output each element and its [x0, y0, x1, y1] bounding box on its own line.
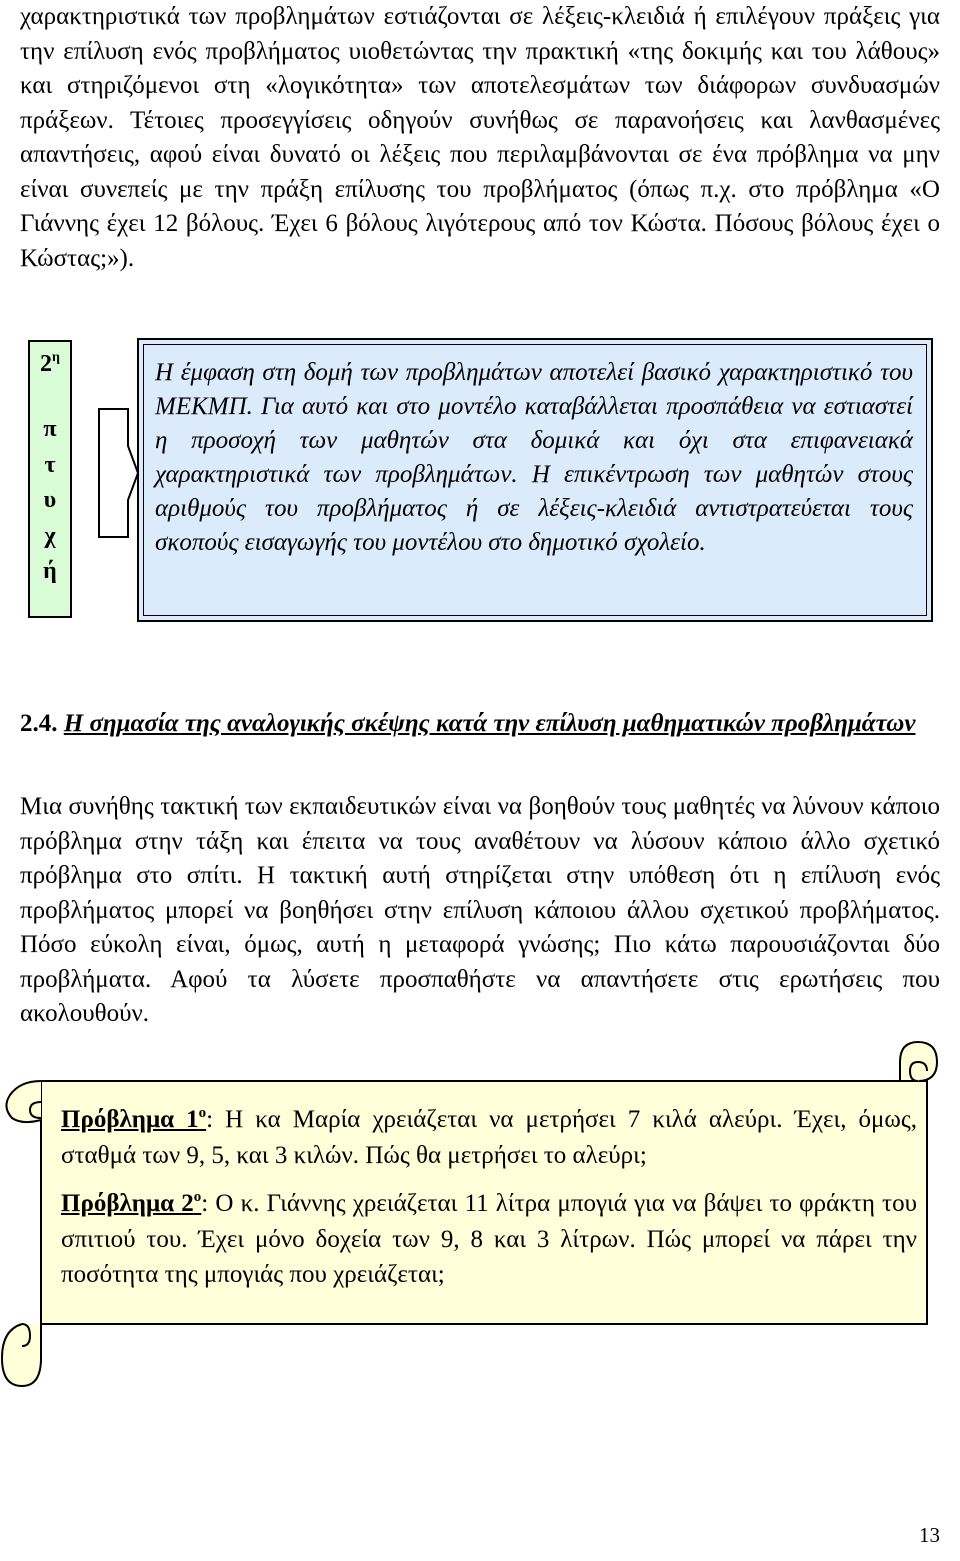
pointer-arrow-icon	[98, 408, 142, 538]
body-paragraph: Μια συνήθης τακτική των εκπαιδευτικών είναι να βοηθούν τους μαθητές να λύνουν κάποιο πρόβλημα στην τάξη και έπειτα να τους αναθέτουν να λύσουν κάποιο άλλο σχετικό πρόβλημα στο σπίτι. Η τακτική αυτή στηρίζεται στην υπόθεση ότι η επίλυση ενός προβλήματος μπορεί να βοηθήσει στην επίλυση κάποιου άλλου σχετικού προβλήματος. Πόσο εύκολη είναι, όμως, αυτή η μεταφορά γνώσης; Πιο κάτω παρουσιάζονται δύο προβλήματα. Αφού τα λύσετε προσπαθήστε να απαντήσετε στις ερωτήσεις που ακολουθούν.	[20, 793, 940, 1027]
aspect-marker	[28, 340, 72, 618]
aspect-letter: ή	[43, 558, 57, 584]
problem-2-label-superscript: ο	[193, 1189, 202, 1205]
problem-2-label-text: Πρόβλημα 2	[61, 1190, 194, 1217]
problem-2-label	[61, 1190, 201, 1217]
aspect-number	[30, 350, 70, 378]
problem-1	[61, 1096, 917, 1173]
section-title: Η σημασία της αναλογικής σκέψης κατά την επίλυση μαθηματικών προβλημάτων	[63, 710, 916, 737]
aspect-letter: χ	[44, 522, 56, 549]
aspect-letters	[30, 412, 70, 590]
problem-1-label-superscript: ο	[198, 1105, 207, 1121]
section-heading	[20, 706, 940, 742]
aspect-letter: τ	[44, 451, 56, 478]
section-number: 2.4.	[20, 710, 58, 737]
problem-1-label	[61, 1106, 206, 1133]
aspect-number-superscript: η	[52, 350, 60, 365]
problem-2-text: Ο κ. Γιάννης χρειάζεται 11 λίτρα μπογιά για να βάψει το φράκτη του σπιτιού του. Έχει μόνο δοχεία των 9, 8 και 3 λίτρων. Πώς μπορεί να πάρει την ποσότητα της μπογιάς που χρειάζεται;	[61, 1190, 917, 1288]
aspect-letter: υ	[43, 487, 57, 513]
aspect-number-value: 2	[40, 351, 53, 377]
emphasis-text: Η έμφαση στη δομή των προβλημάτων αποτελεί βασικό χαρακτηριστικό του ΜΕΚΜΠ. Για αυτό και στο μοντέλο καταβάλλεται προσπάθεια να εστιαστεί η προσοχή των μαθητών στα δομικά και όχι στα επιφανειακά χαρακτηριστικά των προβλημάτων. Η επικέντρωση των μαθητών στους αριθμούς του προβλήματος ή σε λέξεις-κλειδιά αντιστρατεύεται τους σκοπούς εισαγωγής του μοντέλου στο δημοτικό σχολείο.	[155, 359, 913, 557]
problem-1-text: Η κα Μαρία χρειάζεται να μετρήσει 7 κιλά αλεύρι. Έχει, όμως, σταθμά των 9, 5, και 3 κιλών. Πώς θα μετρήσει το αλεύρι;	[61, 1106, 917, 1169]
intro-paragraph: χαρακτηριστικά των προβλημάτων εστιάζονται σε λέξεις-κλειδιά ή επιλέγουν πράξεις για την επίλυση ενός προβλήματος υιοθετώντας την πρακτική «της δοκιμής και του λάθους» και στηριζόμενοι στη «λογικότητα» των αποτελεσμάτων των διάφορων συνδυασμών πράξεων. Τέτοιες προσεγγίσεις οδηγούν συνήθως σε παρανοήσεις και λανθασμένες απαντήσεις, αφού είναι δυνατό οι λέξεις που περιλαμβάνονται σε ένα πρόβλημα να μην είναι συνεπείς με την πράξη επίλυσης του προβλήματος (όπως π.χ. στο πρόβλημα «Ο Γιάννης έχει 12 βόλους. Έχει 6 βόλους λιγότερους από τον Κώστα. Πόσους βόλους έχει ο Κώστας;»).	[20, 3, 940, 272]
problem-2-colon: :	[201, 1190, 209, 1217]
aspect-letter: π	[43, 416, 57, 442]
problem-1-label-text: Πρόβλημα 1	[61, 1106, 199, 1133]
problem-2	[61, 1180, 917, 1293]
problem-1-colon: :	[206, 1106, 214, 1133]
emphasis-box	[137, 338, 933, 622]
page-number: 13	[919, 1523, 940, 1547]
